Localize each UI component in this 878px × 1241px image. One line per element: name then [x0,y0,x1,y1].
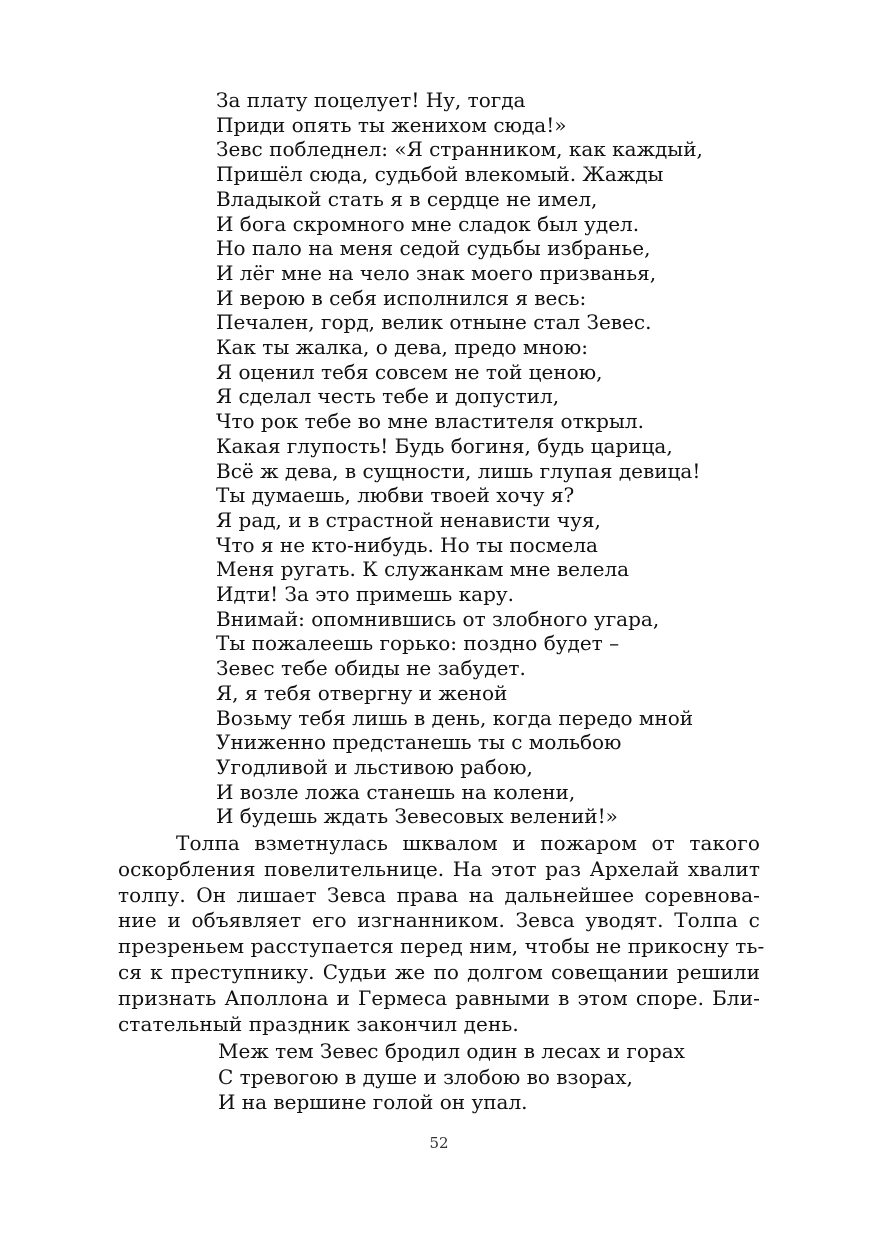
prose-line: ся к преступнику. Судьи же по долгом совещании решили [118,959,760,984]
verse-line: За плату поцелует! Ну, тогда [216,88,526,112]
verse-line: Я рад, и в страстной ненависти чуя, [216,507,601,532]
verse-line: Какая глупость! Будь богиня, будь царица, [216,433,673,458]
prose-line: презреньем расступается перед ним, чтобы не прикосну ть- [118,934,765,959]
verse-line: Я, я тебя отвергну и женой [216,680,508,705]
prose-paragraph [118,831,765,1037]
prose-line: ние и объявляет его изгнанником. Зевса уводят. Толпа с [118,908,760,933]
verse-line: И верою в себя исполнился я весь: [216,285,587,310]
verse-line: Зевес тебе обиды не забудет. [216,656,526,681]
verse-line: И лёг мне на чело знак моего призванья, [216,260,657,285]
verse-line: С тревогою в душе и злобою во взорах, [218,1064,633,1089]
verse-line: И будешь ждать Зевесовых велений!» [216,804,618,829]
verse-line: Ты пожалеешь горько: поздно будет – [216,631,620,656]
verse-line: Печален, горд, велик отныне стал Зевес. [216,310,652,335]
verse-line: И возле ложа станешь на колени, [216,779,576,804]
prose-line: Толпа взметнулась шквалом и пожаром от такого [118,831,760,855]
prose-line: признать Аполлона и Гермеса равными в этом споре. Бли- [118,985,760,1010]
verse-line: Я сделал честь тебе и допустил, [216,384,560,409]
verse-line: Угодливой и льстивою рабою, [216,754,533,779]
verse-line: Меня ругать. К служанкам мне велела [216,557,630,582]
verse-line: Ты думаешь, любви твоей хочу я? [216,483,575,508]
verse-line: И на вершине голой он упал. [218,1090,528,1114]
verse-block-top [216,88,776,829]
verse-line: Пришёл сюда, судьбой влекомый. Жажды [216,162,664,187]
verse-line: Что я не кто-нибудь. Но ты посмела [216,532,598,557]
verse-line: Идти! За это примешь кару. [216,582,514,607]
prose-line: толпу. Он лишает Зевса права на дальнейшее соревнова- [118,882,760,907]
prose-line: оскорбления повелительнице. На этот раз Архелай хвалит [118,856,760,881]
verse-line: Что рок тебе во мне властителя открыл. [216,409,644,434]
page-number: 52 [429,1134,449,1152]
verse-line: Униженно предстанешь ты с мольбою [216,730,622,755]
verse-line: Всё ж дева, в сущности, лишь глупая девица! [216,458,701,483]
verse-line: И бога скромного мне сладок был удел. [216,211,640,236]
verse-line: Я оценил тебя совсем не той ценою, [216,359,603,384]
verse-block-bottom [218,1039,758,1116]
verse-line: Владыкой стать я в сердце не имел, [216,186,598,211]
prose-line: стательный праздник закончил день. [118,1011,519,1036]
verse-line: Возьму тебя лишь в день, когда передо мной [216,705,694,730]
verse-line: Но пало на меня седой судьбы избранье, [216,236,651,261]
verse-line: Внимай: опомнившись от злобного угара, [216,606,660,631]
verse-line: Зевс побледнел: «Я странником, как каждый, [216,137,703,162]
verse-line: Приди опять ты женихом сюда!» [216,112,567,137]
verse-line: Меж тем Зевес бродил один в лесах и горах [218,1039,685,1063]
verse-line: Как ты жалка, о дева, предо мною: [216,335,588,360]
